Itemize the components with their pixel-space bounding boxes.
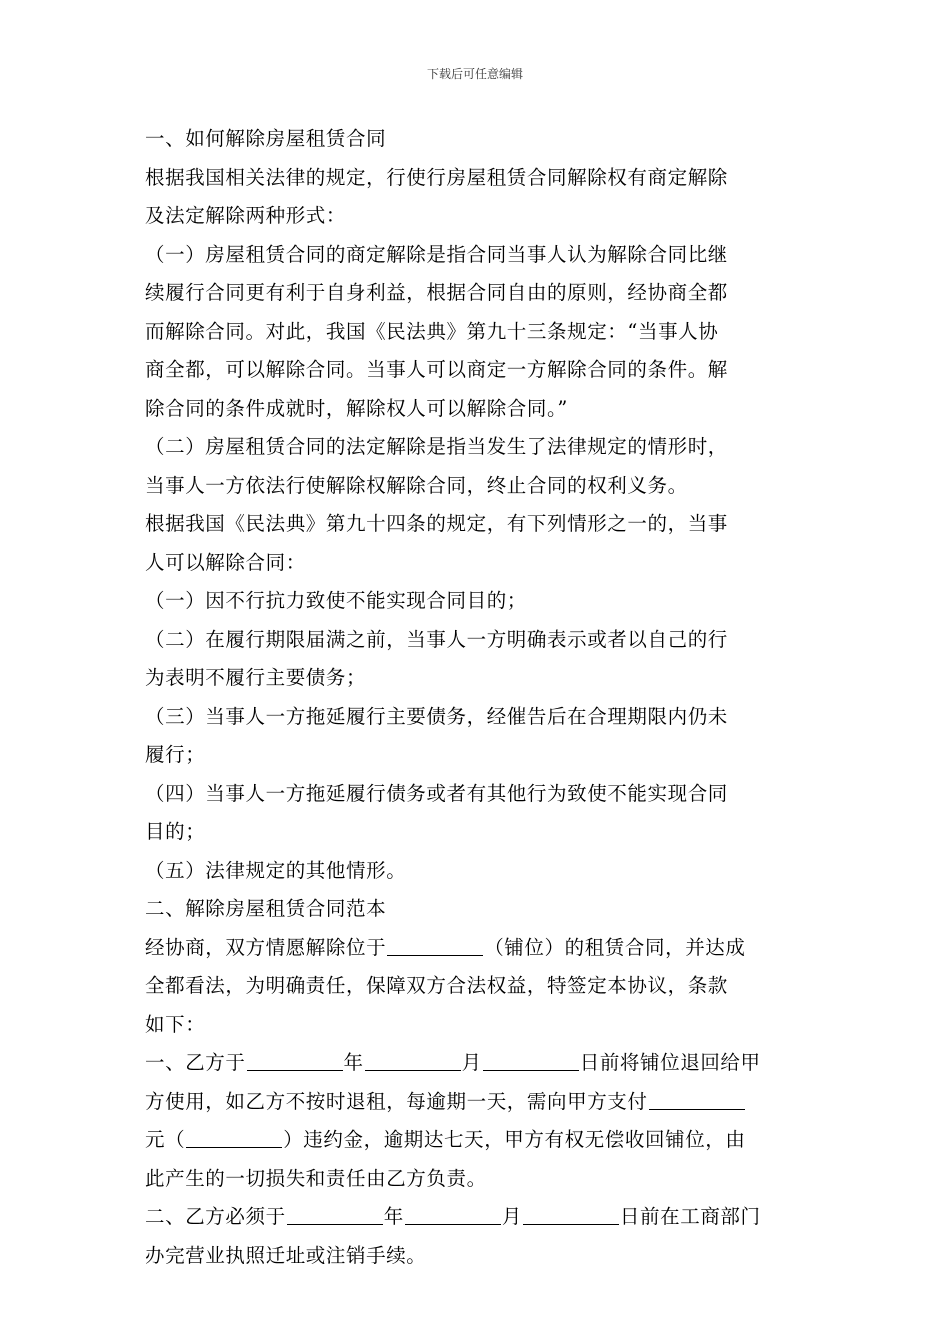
list-item [145,813,815,852]
text-segment: 目的； [145,820,206,843]
text-segment: 根据我国《民法典》第九十四条的规定，有下列情形之一的，当事 [145,512,728,535]
paragraph-line [145,1044,815,1083]
text-segment: 办完营业执照迁址或注销手续。 [145,1243,427,1267]
list-item [145,582,815,621]
text-segment: 二、解除房屋租赁合同范本 [145,897,387,920]
text-segment: 方使用，如乙方不按时退租，每逾期一天，需向甲方支付 [145,1089,648,1113]
text-segment: 二、乙方必须于 [145,1205,286,1228]
text-segment: 经协商，双方情愿解除位于 [145,935,387,959]
text-segment: 如下： [145,1012,206,1036]
text-segment: 一、如何解除房屋租赁合同 [145,127,387,150]
document-body [145,120,815,1275]
paragraph-line [145,1121,815,1160]
text-segment: （五）法律规定的其他情形。 [145,858,407,882]
paragraph-line [145,929,815,968]
paragraph-line [145,467,815,506]
paragraph-line [145,1198,815,1237]
paragraph-line [145,544,815,583]
fill-in-blank [523,1223,619,1225]
text-segment: 续履行合同更有利于自身利益，根据合同自由的原则，经协商全都 [145,281,728,304]
paragraph-line [145,390,815,429]
list-item [145,736,815,775]
text-segment: 月 [501,1205,522,1228]
list-item [145,621,815,660]
fill-in-blank [247,1069,343,1071]
list-item [145,698,815,737]
text-segment: （三）当事人一方拖延履行主要债务，经催告后在合理期限内仍未 [145,704,728,728]
list-item [145,659,815,698]
section-heading [145,120,815,159]
text-segment: 根据我国相关法律的规定，行使行房屋租赁合同解除权有商定解除 [145,165,728,189]
text-segment: 为表明不履行主要债务； [145,666,367,689]
text-segment: 当事人一方依法行使解除权解除合同，终止合同的权利义务。 [145,473,688,497]
text-segment: 元（ [145,1128,186,1151]
paragraph-line [145,967,815,1006]
fill-in-blank [365,1069,461,1071]
fill-in-blank [483,1069,579,1071]
text-segment: 年 [383,1205,404,1228]
text-segment: （二）房屋租赁合同的法定解除是指当发生了法律规定的情形时， [145,435,728,458]
paragraph-line [145,351,815,390]
paragraph-line [145,1006,815,1045]
paragraph-line [145,505,815,544]
list-item [145,775,815,814]
text-segment: （一）房屋租赁合同的商定解除是指合同当事人认为解除合同比继 [145,242,728,266]
text-segment: （四）当事人一方拖延履行债务或者有其他行为致使不能实现合同 [145,781,728,805]
text-segment: 商全都，可以解除合同。当事人可以商定一方解除合同的条件。解 [145,358,728,381]
text-segment: 日前将铺位退回给甲 [579,1051,761,1074]
text-segment: ）违约金，逾期达七天，甲方有权无偿收回铺位，由 [283,1128,746,1151]
text-segment: 日前在工商部门 [619,1205,761,1228]
paragraph-line [145,1160,815,1199]
page-header: 下载后可任意编辑 [426,67,523,81]
fill-in-blank [649,1108,745,1110]
fill-in-blank [287,1223,383,1225]
text-segment: 人可以解除合同： [145,550,306,574]
paragraph-line [145,159,815,198]
paragraph-line [145,428,815,467]
fill-in-blank [186,1146,282,1148]
text-segment: 全都看法，为明确责任，保障双方合法权益，特签定本协议，条款 [145,974,728,997]
list-item [145,852,815,891]
paragraph-line [145,236,815,275]
paragraph-line [145,1237,815,1276]
text-segment: 履行； [145,743,206,766]
text-segment: 及法定解除两种形式： [145,204,347,227]
fill-in-blank [405,1223,501,1225]
paragraph-line [145,274,815,313]
text-segment: 月 [461,1051,482,1074]
text-segment: 而解除合同。对此，我国《民法典》第九十三条规定：“当事人协 [145,319,719,343]
text-segment: 一、乙方于 [145,1051,246,1074]
text-segment: 除合同的条件成就时，解除权人可以解除合同。” [145,396,568,420]
text-segment: （二）在履行期限届满之前，当事人一方明确表示或者以自己的行 [145,627,728,651]
text-segment: 此产生的一切损失和责任由乙方负责。 [145,1166,487,1190]
paragraph-line [145,313,815,352]
fill-in-blank [387,954,483,956]
paragraph-line [145,197,815,236]
text-segment: （铺位）的租赁合同，并达成 [484,935,746,959]
text-segment: （一）因不行抗力致使不能实现合同目的； [145,589,527,612]
section-heading [145,890,815,929]
paragraph-line [145,1083,815,1122]
text-segment: 年 [343,1051,364,1074]
